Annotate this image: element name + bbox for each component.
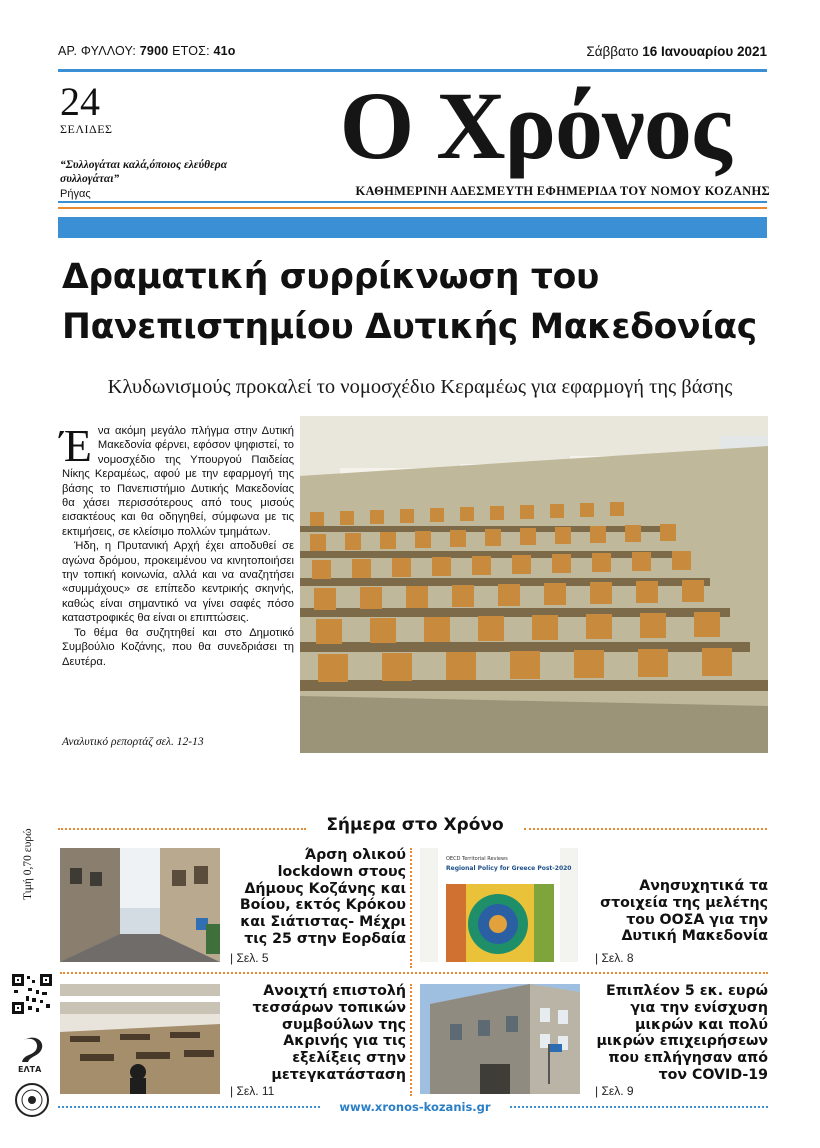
cover-series: OECD Territorial Reviews <box>446 856 508 862</box>
date-value: 16 Ιανουαρίου 2021 <box>642 44 767 59</box>
article-paragraph-2: Ήδη, η Πρυτανική Αρχή έχει αποδυθεί σε αγώνα δρόμου, προκειμένου να κινητοποιήσει την τοπική κοινωνία, αλλά και να αναζητήσει «συμμάχους» σε επίπεδο κεντρικής σκηνής, καθώς είναι σημαντικό να γίνει σαφές πόσο καταστροφικές θα είναι οι επιπτώσεις. <box>62 540 294 625</box>
teaser-3-page: | Σελ. 11 <box>230 1084 275 1098</box>
teaser-3-photo[interactable] <box>60 984 220 1094</box>
teaser-2-photo[interactable] <box>420 848 578 962</box>
teaser-4-title[interactable]: Επιπλέον 5 εκ. ευρώ για την ενίσχυση μικρών και πολύ μικρών επιχειρήσεων που επλήγησαν από τον COVID-19 <box>596 983 768 1083</box>
headline-line-1: Δραματική συρρίκνωση του <box>62 257 599 297</box>
meeting-hall-illustration <box>60 984 220 1094</box>
pages-count: 24 <box>60 79 100 124</box>
section-rule-right <box>524 828 767 830</box>
quote-author: Ρήγας <box>60 188 91 200</box>
masthead-divider-blue <box>58 201 767 203</box>
lecture-hall-photo <box>300 416 768 753</box>
government-building-illustration <box>420 984 580 1094</box>
teaser-4-page: | Σελ. 9 <box>595 1084 634 1098</box>
lead-kicker: Κλυδωνισμούς προκαλεί το νομοσχέδιο Κεραμέως για εφαρμογή της βάσης <box>107 376 733 398</box>
teaser-4-photo[interactable] <box>420 984 580 1094</box>
teaser-divider-horizontal <box>60 972 768 974</box>
year-label: ΕΤΟΣ: <box>172 44 210 58</box>
pages-label: ΣΕΛΙΔΕΣ <box>60 122 113 136</box>
qr-code-icon[interactable] <box>12 974 52 1014</box>
issue-number: 7900 <box>139 44 169 58</box>
reportage-reference[interactable]: Αναλυτικό ρεπορτάζ σελ. 12-13 <box>62 736 204 748</box>
masthead-quote: “Συλλογάται καλά,όποιος ελεύθερα συλλογάται” <box>60 159 228 185</box>
teaser-2-page: | Σελ. 8 <box>595 951 634 965</box>
article-paragraph-3: Το θέμα θα συζητηθεί και στο Δημοτικό Συμβούλιο Κοζάνης, που θα συνεδριάσει τη Δευτέρα. <box>62 626 294 668</box>
seal-icon <box>14 1082 50 1118</box>
lead-article <box>60 420 294 669</box>
issue-date <box>586 44 767 59</box>
masthead-band <box>58 217 767 238</box>
lead-headline[interactable] <box>62 252 782 352</box>
newspaper-subtitle: ΚΑΘΗΜΕΡΙΝΗ ΑΔΕΣΜΕΥΤΗ ΕΦΗΜΕΡΙΔΑ ΤΟΥ ΝΟΜΟΥ ΚΟΖΑΝΗΣ <box>355 184 770 198</box>
oecd-report-cover <box>420 848 578 962</box>
article-paragraph-1 <box>60 420 294 539</box>
date-prefix: Σάββατο <box>586 44 639 59</box>
cover-title: Regional Policy for Greece Post-2020 <box>446 865 572 872</box>
qr-pattern <box>12 974 52 1014</box>
year-number: 41ο <box>213 44 236 58</box>
drop-cap: Έ <box>60 420 92 471</box>
seal-mark <box>14 1082 50 1118</box>
issue-info <box>58 44 236 58</box>
price-label: Τιμή 0,70 ευρώ <box>22 828 34 900</box>
article-text-1: να ακόμη μεγάλο πλήγμα στην Δυτική Μακεδονία φέρνει, εφόσον ψηφιστεί, το νομοσχέδιο της Υπουργού Παιδείας Νίκης Κεραμέως, αφού με την εφαρμογή της βάσης το Πανεπιστήμιο Δυτικής Μακεδονίας θα χάσει περισσότερους από τους μισούς εισακτέους και θα οδηγηθεί, σύμφωνα με τις εκτιμήσεις, σε κλείσιμο πολλών τμημάτων. <box>62 425 294 538</box>
teaser-2-title[interactable]: Ανησυχητικά τα στοιχεία της μελέτης του ΟΟΣΑ για την Δυτική Μακεδονία <box>600 878 768 945</box>
website-link[interactable]: www.xronos-kozanis.gr <box>320 1100 510 1114</box>
elta-label: ΕΛΤΑ <box>18 1065 42 1074</box>
elta-mark <box>14 1036 50 1074</box>
section-title-today: Σήμερα στο Χρόνο <box>326 815 504 835</box>
teaser-3-title[interactable]: Ανοιχτή επιστολή τεσσάρων τοπικών συμβούλων της Ακρινής για τις εξελίξεις στην μετεγκατάσταση <box>252 983 406 1083</box>
issue-label: ΑΡ. ΦΥΛΛΟΥ: <box>58 44 137 58</box>
street-illustration <box>60 848 220 962</box>
headline-line-2: Πανεπιστημίου Δυτικής Μακεδονίας <box>62 307 757 347</box>
masthead-divider-orange <box>58 207 767 209</box>
lecture-hall-illustration <box>300 416 768 753</box>
newspaper-logo[interactable]: Ο Χρόνος <box>339 72 731 179</box>
elta-logo-icon <box>14 1036 50 1074</box>
section-rule-left <box>58 828 306 830</box>
teaser-1-page: | Σελ. 5 <box>230 951 269 965</box>
teaser-divider-vertical-top <box>410 848 412 968</box>
teaser-1-photo[interactable] <box>60 848 220 962</box>
teaser-divider-vertical-bottom <box>410 984 412 1096</box>
teaser-1-title[interactable]: Άρση ολικού lockdown στους Δήμους Κοζάνης και Βοίου, εκτός Κρόκου και Σιάτιστας- Μέχρι τις 25 στην Εορδαία <box>239 847 406 947</box>
